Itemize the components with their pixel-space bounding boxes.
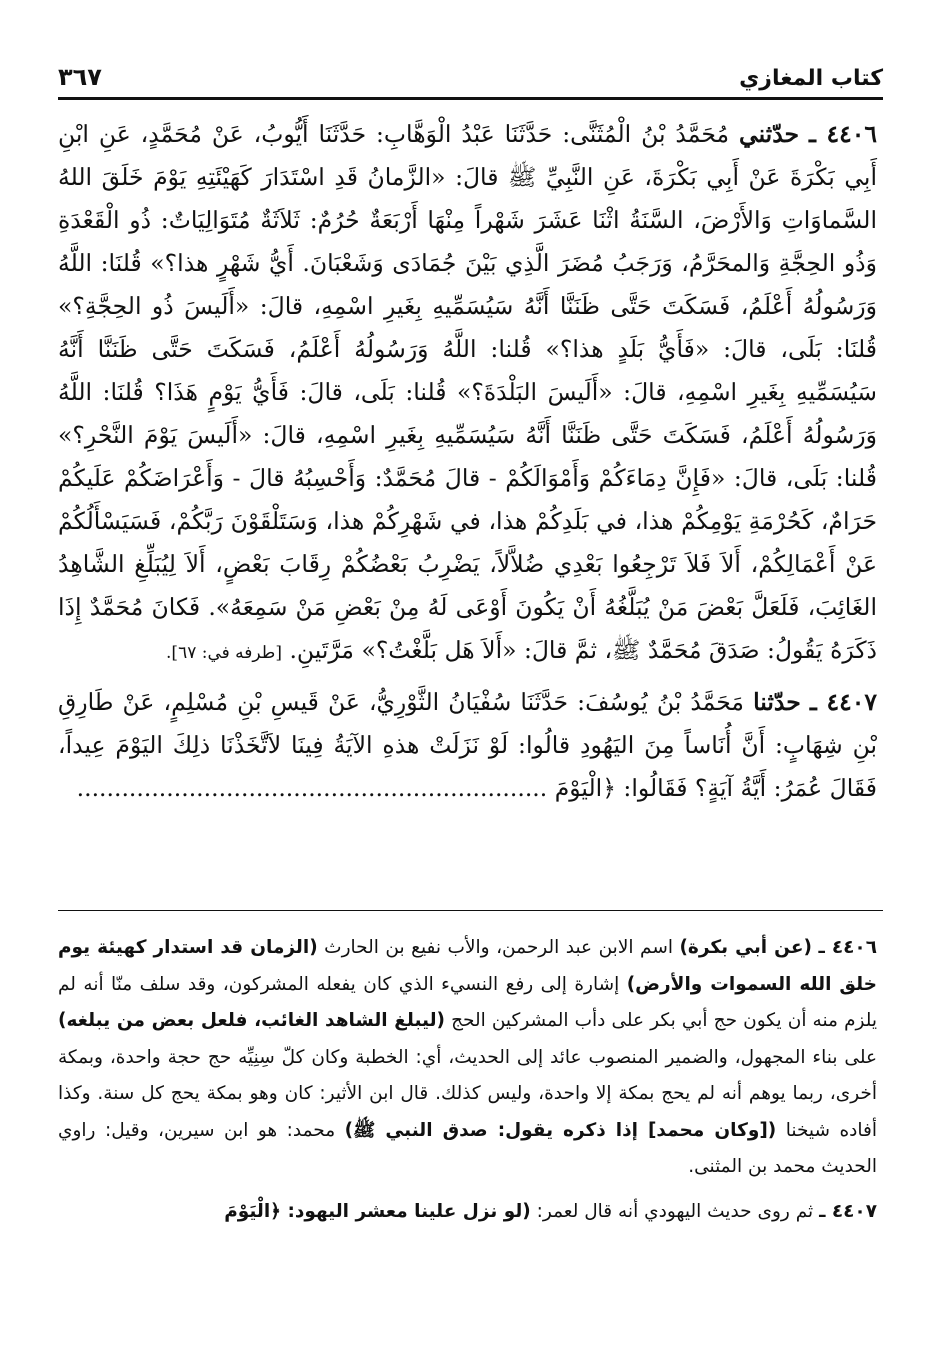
hadith-4407 — [58, 681, 877, 810]
quoted-phrase: ([وكان محمد] إذا ذكره يقول: صدق النبي ﷺ) — [344, 1119, 777, 1141]
commentary-number: ٤٤٠٧ ـ — [819, 1200, 877, 1222]
hadith-number: ٤٤٠٦ ـ — [808, 120, 877, 148]
commentary-text: اسم الابن عبد الرحمن، والأب نفيع بن الحارث — [317, 937, 680, 958]
isnad-lead: حدّثنا — [753, 688, 801, 716]
commentary-text: ثم روى حديث اليهودي أنه قال لعمر: — [530, 1200, 820, 1222]
hadith-text: مُحَمَّدُ بْنُ الْمُثَنَّى: حَدَّثَنَا عَبْدُ الْوَهَّابِ: حَدَّثَنَا أَيُّوبُ، عَنْ مُحَمَّدٍ، عَنِ ابْنِ أَبِي بَكْرَةَ عَنْ أَبِي بَكْرَةَ، عَنِ النَّبِيِّ ﷺ قالَ: «الزَّمانُ قَدِ اسْتَدَارَ كَهَيْئَتِهِ يَوْمَ خَلَقَ اللهُ السَّماوَاتِ وَالأَرْضَ، السَّنَةُ اثْنَا عَشَرَ شَهْراً مِنْهَا أَرْبَعَةٌ حُرُمٌ: ثَلاَثَةٌ مُتَوَالِيَاتٌ: ذُو الْقَعْدَةِ وَذُو الحِجَّةِ وَالمحَرَّمُ، وَرَجَبُ مُضَرَ الَّذِي بَيْنَ جُمَادَى وَشَعْبَانَ. أَيُّ شَهْرٍ هذا؟» قُلنَا: اللَّهُ وَرَسُولُهُ أَعْلَمُ، فَسَكَتَ حَتَّى ظَنَنَّا أَنَّهُ سَيُسَمِّيهِ بِغَيرِ اسْمِهِ، قالَ: «أَلَيسَ ذُو الحِجَّةِ؟» قُلنَا: بَلَى، قالَ: «فَأَيُّ بَلَدٍ هذا؟» قُلنا: اللَّهُ وَرَسُولُهُ أَعْلَمُ، فَسَكَتَ حَتَّى ظَنَنَّا أَنَّهُ سَيُسَمِّيهِ بِغَيرِ اسْمِهِ، قالَ: «أَلَيسَ البَلْدَةَ؟» قُلنا: بَلَى، قالَ: فَأَيُّ يَوْمٍ هَذَا؟ قُلنَا: اللَّهُ وَرَسُولُهُ أَعْلَمُ، فَسَكَتَ حَتَّى ظَنَنَّا أَنَّهُ سَيُسَمِّيهِ بِغَيرِ اسْمِهِ، قالَ: «أَلَيسَ يَوْمَ النَّحْرِ؟» قُلنا: بَلَى، قالَ: «فَإِنَّ دِمَاءَكُمْ وَأَمْوَالَكُمْ - قالَ مُحَمَّدٌ: وَأَحْسِبُهُ قالَ - وَأَعْرَاضَكُمْ عَلَيكُمْ حَرَامٌ، كَحُرْمَةِ يَوْمِكُمْ هذا، في بَلَدِكُمْ هذا، في شَهْرِكُمْ هذا، وَسَتَلْقَوْنَ رَبَّكُمْ، فَسَيَسْأَلُكُمْ عَنْ أَعْمَالِكُمْ، أَلاَ فَلاَ تَرْجِعُوا بَعْدِي ضُلاَّلاً، يَضْرِبُ بَعْضُكُمْ رِقَابَ بَعْضٍ، أَلاَ لِيُبَلِّغِ الشَّاهِدُ الغَائِبَ، فَلَعَلَّ بَعْضَ مَنْ يُبَلَّغُهُ أَنْ يَكُونَ أَوْعَى لَهُ مِنْ بَعْضِ مَنْ سَمِعَهُ». فَكانَ مُحَمَّدٌ إِذَا ذَكَرَهُ يَقُولُ: صَدَقَ مُحَمَّدٌ ﷺ، ثمَّ قالَ: «أَلاَ هَل بَلَّغْتُ؟» مَرَّتَينِ. — [58, 120, 877, 664]
page-number: ٣٦٧ — [58, 63, 102, 91]
commentary-text: محمد: هو ابن سيرين، وقيل: راوي الحديث محمد بن المثنى. — [58, 1119, 877, 1177]
book-title: كتاب المغازي — [739, 66, 883, 91]
commentary-text: إشارة إلى رفع النسيء الذي كان يفعله المشركون، وقد سلف منّا أنه لم يلزم منه أن يكون حج أبي بكر على دأب المشركين الحج — [58, 973, 877, 1031]
cross-reference: [طرفه في: ٦٧]. — [166, 643, 282, 663]
page-header — [58, 52, 883, 100]
commentary-number: ٤٤٠٦ ـ — [818, 937, 878, 958]
commentary-text: على بناء المجهول، والضمير المنصوب عائد إلى الحديث، أي: الخطبة وكان كلّ سِنِيِّه حج حجة واحدة، وبمكة أخرى، ربما يوهم أنه لم يحج بمكة إلا واحدة، وليس كذلك. قال ابن الأثير: كان وهو بمكة يحج كل سنة. وكذا أفاده شيخنا — [58, 1046, 877, 1141]
quoted-phrase: (ليبلغ الشاهد الغائب، فلعل بعض من يبلغه) — [58, 1010, 445, 1031]
main-text — [58, 113, 877, 816]
commentary — [58, 930, 877, 1238]
quoted-phrase: (لو نزل علينا معشر اليهود: ﴿الْيَوْمَ — [224, 1200, 531, 1222]
quoted-phrase: (عن أبي بكرة) — [679, 937, 812, 958]
commentary-4406 — [58, 930, 877, 1186]
hadith-text: مَحَمَّدُ بْنُ يُوسُفَ: حَدَّثَنَا سُفْيَانُ الثَّوْرِيُّ، عَنْ قَيسِ بْنِ مُسْلِمٍ، عَنْ طَارِقِ بْنِ شِهَابٍ: أَنَّ أُنَاساً مِنَ اليَهُودِ قالُوا: لَوْ نَزَلَتْ هذهِ الآيَةُ فِينَا لاَتَّخَذْنَا ذلِكَ اليَوْمَ عِيداً، فَقَالَ عُمَرُ: أَيَّةُ آيَةٍ؟ فَقَالُوا: ﴿الْيَوْمَ ............................................................... — [58, 688, 877, 802]
quoted-phrase: (الزمان قد استدار كهيئة يوم خلق الله السموات والأرض) — [58, 937, 877, 995]
hadith-4406 — [58, 113, 877, 675]
isnad-lead: حدّثني — [738, 120, 800, 148]
hadith-number: ٤٤٠٧ ـ — [809, 688, 877, 716]
footnote-separator — [58, 910, 883, 911]
commentary-4407 — [58, 1194, 877, 1231]
